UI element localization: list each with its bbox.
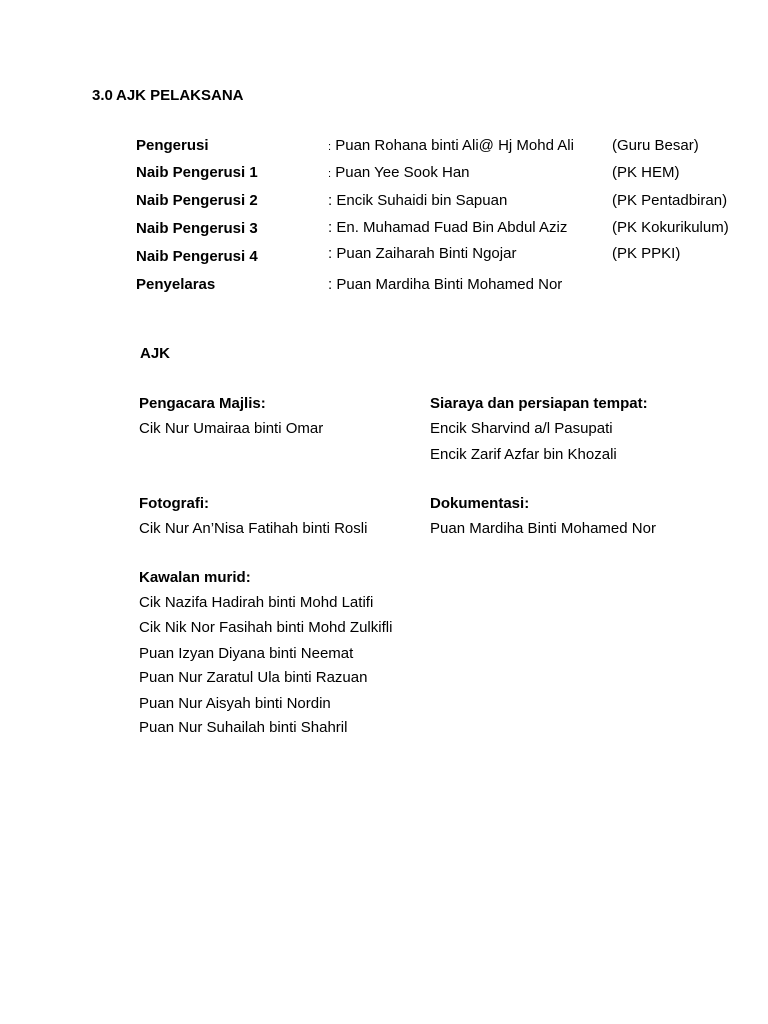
group-member: Cik Nazifa Hadirah binti Mohd Latifi [139, 594, 374, 611]
committee-post: (PK PPKI) [612, 245, 681, 262]
committee-post: (PK Pentadbiran) [612, 192, 728, 209]
colon: : [328, 192, 333, 209]
section-number: 3.0 [92, 87, 113, 104]
group-member: Cik Nur Umairaa binti Omar [139, 420, 324, 437]
group-member: Encik Zarif Azfar bin Khozali [430, 446, 617, 463]
member-name: Puan Zaiharah Binti Ngojar [336, 245, 517, 262]
group-title-fotografi: Fotografi: [139, 495, 209, 512]
committee-post: (Guru Besar) [612, 137, 699, 154]
colon: : [328, 168, 332, 180]
committee-role: Naib Pengerusi 3 [136, 220, 258, 237]
group-member: Puan Nur Suhailah binti Shahril [139, 719, 348, 736]
group-title-pengacara: Pengacara Majlis: [139, 395, 266, 412]
member-name: Puan Mardiha Binti Mohamed Nor [336, 276, 563, 293]
committee-name [328, 164, 470, 183]
committee-role: Naib Pengerusi 2 [136, 192, 258, 209]
member-name: Puan Rohana binti Ali@ Hj Mohd Ali [335, 137, 574, 154]
group-member: Puan Nur Zaratul Ula binti Razuan [139, 669, 368, 686]
committee-name [328, 137, 574, 156]
committee-post: (PK HEM) [612, 164, 680, 181]
colon: : [328, 245, 333, 262]
section-title: AJK PELAKSANA [116, 87, 244, 104]
committee-role: Pengerusi [136, 137, 209, 154]
group-member: Cik Nik Nor Fasihah binti Mohd Zulkifli [139, 619, 393, 636]
group-member: Encik Sharvind a/l Pasupati [430, 420, 613, 437]
colon: : [328, 276, 333, 293]
group-member: Puan Nur Aisyah binti Nordin [139, 695, 331, 712]
colon: : [328, 219, 333, 236]
group-member: Cik Nur An’Nisa Fatihah binti Rosli [139, 520, 368, 537]
ajk-heading: AJK [140, 345, 171, 362]
colon: : [328, 141, 332, 153]
group-title-kawalan: Kawalan murid: [139, 569, 251, 586]
group-title-dokumentasi: Dokumentasi: [430, 495, 530, 512]
member-name: Encik Suhaidi bin Sapuan [336, 192, 508, 209]
committee-role: Naib Pengerusi 4 [136, 248, 258, 265]
committee-name [328, 276, 562, 294]
group-title-siaraya: Siaraya dan persiapan tempat: [430, 395, 648, 412]
committee-name [328, 245, 516, 263]
committee-role: Penyelaras [136, 276, 216, 293]
group-member: Puan Izyan Diyana binti Neemat [139, 645, 354, 662]
committee-post: (PK Kokurikulum) [612, 219, 729, 236]
member-name: En. Muhamad Fuad Bin Abdul Aziz [336, 219, 568, 236]
group-member: Puan Mardiha Binti Mohamed Nor [430, 520, 656, 537]
committee-role: Naib Pengerusi 1 [136, 164, 258, 181]
committee-name [328, 219, 567, 237]
committee-name [328, 192, 507, 210]
member-name: Puan Yee Sook Han [335, 164, 470, 181]
